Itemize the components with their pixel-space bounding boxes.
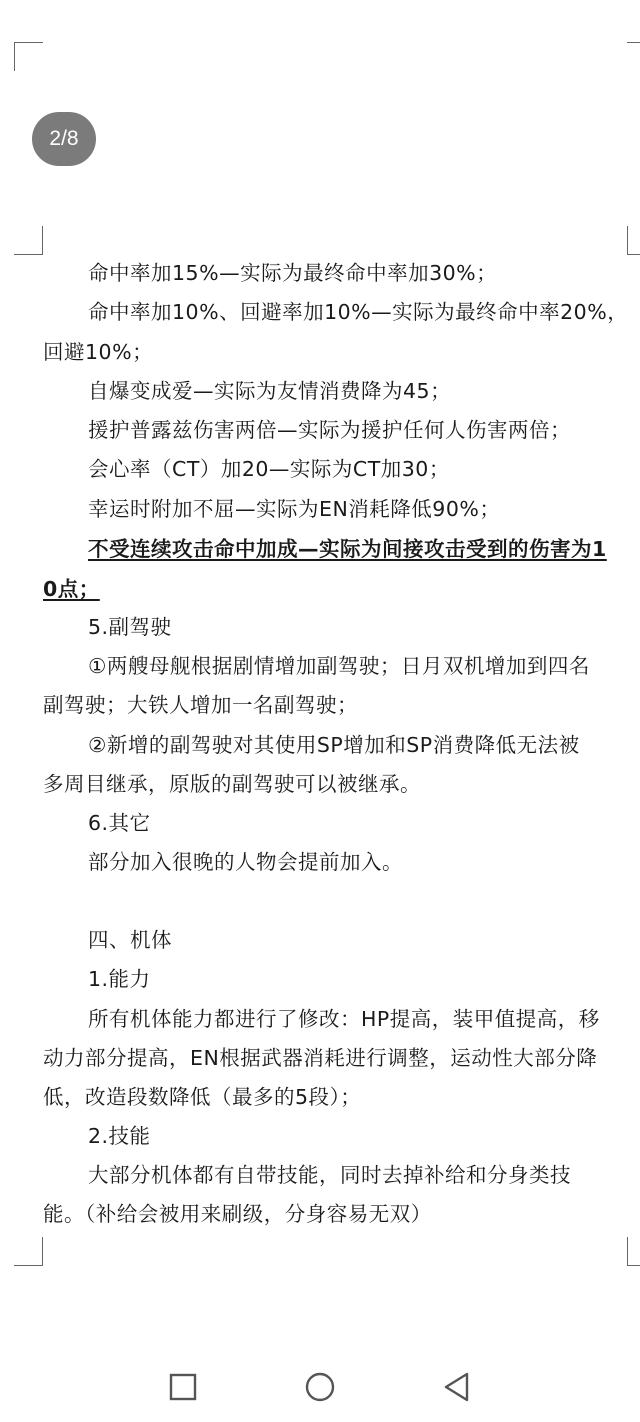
page-corner-mark — [14, 42, 43, 71]
square-icon — [166, 1370, 200, 1404]
text-line: ②新增的副驾驶对其使用SP增加和SP消费降低无法被 — [88, 733, 580, 757]
text-line: 能。（补给会被用来刷级，分身容易无双） — [43, 1202, 432, 1226]
text-line: 幸运时附加不屈—实际为EN消耗降低90%； — [88, 497, 501, 521]
text-line-highlighted: 不受连续攻击命中加成—实际为间接攻击受到的伤害为1 — [88, 537, 607, 561]
page-corner-mark — [627, 1237, 640, 1266]
text-line: 命中率加10%、回避率加10%—实际为最终命中率20%， — [88, 300, 629, 324]
text-line: 自爆变成爱—实际为友情消费降为45； — [88, 379, 452, 403]
chapter-heading: 四、机体 — [88, 928, 172, 952]
circle-icon — [303, 1370, 337, 1404]
text-line: 命中率加15%—实际为最终命中率加30%； — [88, 261, 498, 285]
text-line: 多周目继承，原版的副驾驶可以被继承。 — [43, 772, 421, 796]
text-line: ①两艘母舰根据剧情增加副驾驶；日月双机增加到四名 — [88, 654, 590, 678]
section-heading: 1.能力 — [88, 967, 151, 991]
page-corner-mark — [627, 42, 640, 71]
section-heading: 6.其它 — [88, 811, 151, 835]
text-line: 所有机体能力都进行了修改：HP提高，装甲值提高，移 — [88, 1007, 600, 1031]
text-line: 会心率（CT）加20—实际为CT加30； — [88, 457, 450, 481]
section-heading: 5.副驾驶 — [88, 615, 172, 639]
text-line: 部分加入很晚的人物会提前加入。 — [88, 850, 403, 874]
home-button[interactable] — [303, 1370, 337, 1404]
page-corner-mark — [14, 226, 43, 255]
text-line: 回避10%； — [43, 340, 154, 364]
recents-button[interactable] — [166, 1370, 200, 1404]
system-navigation-bar — [0, 1350, 640, 1422]
text-line: 援护普露兹伤害两倍—实际为援护任何人伤害两倍； — [88, 418, 571, 442]
page-corner-mark — [627, 226, 640, 255]
text-line: 动力部分提高，EN根据武器消耗进行调整，运动性大部分降 — [43, 1046, 598, 1070]
text-line: 大部分机体都有自带技能，同时去掉补给和分身类技 — [88, 1163, 571, 1187]
text-line-highlighted: 0点； — [43, 577, 100, 601]
text-line: 副驾驶；大铁人增加一名副驾驶； — [43, 693, 358, 717]
page-indicator: 2/8 — [32, 112, 96, 166]
section-heading: 2.技能 — [88, 1124, 151, 1148]
text-line: 低，改造段数降低（最多的5段）； — [43, 1085, 362, 1109]
back-button[interactable] — [440, 1370, 474, 1404]
page-corner-mark — [14, 1237, 43, 1266]
triangle-back-icon — [440, 1370, 474, 1404]
